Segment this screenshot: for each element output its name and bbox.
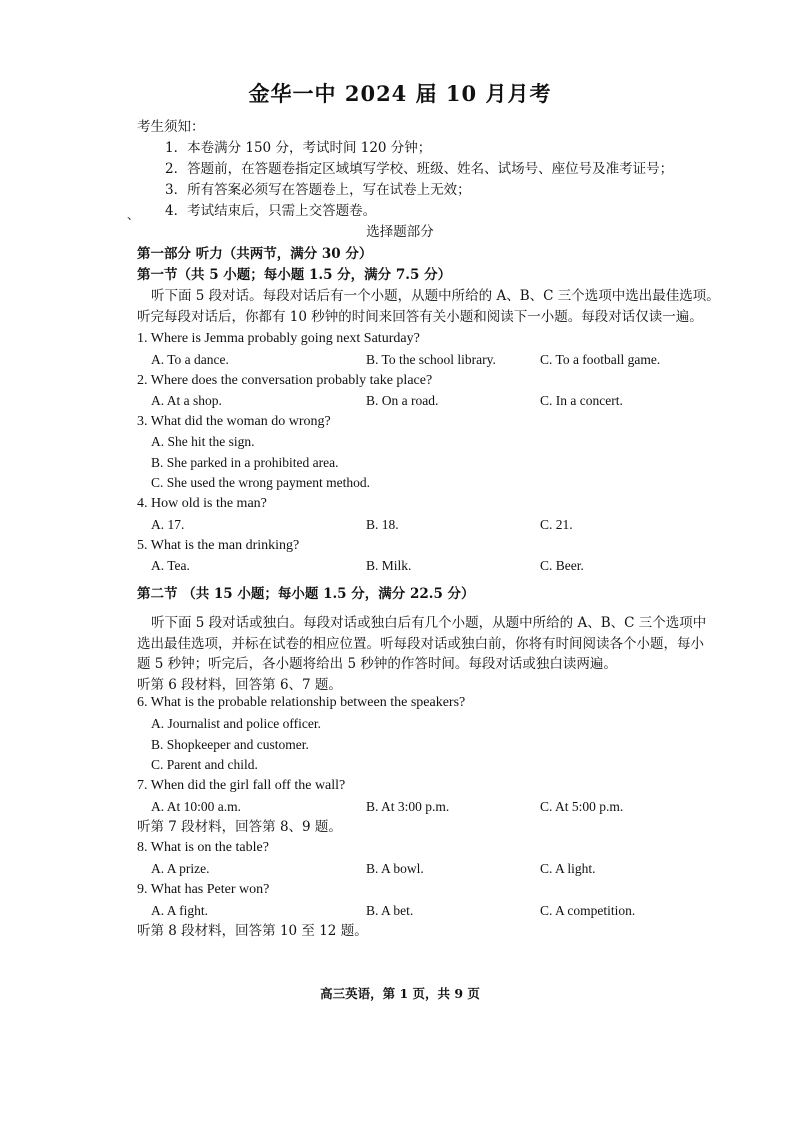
question-2: 2. Where does the conversation probably take place? xyxy=(137,373,433,388)
q2-option-a: A. At a shop. xyxy=(151,393,222,408)
q2-option-b: B. On a road. xyxy=(366,393,439,408)
notice-item-3: 3．所有答案必须写在答题卷上，写在试卷上无效； xyxy=(165,182,471,198)
question-5: 5. What is the man drinking? xyxy=(137,538,300,553)
notice-item-4: 4．考试结束后，只需上交答题卷。 xyxy=(165,203,377,219)
q7-option-b: B. At 3:00 p.m. xyxy=(366,799,450,814)
sec2-instruction-2: 选出最佳选项，并标在试卷的相应位置。听每段对话或独白前，你将有时间阅读各个小题，每小 xyxy=(137,636,704,652)
material-7-label: 听第 7 段材料，回答第 8、9 题。 xyxy=(137,819,342,835)
stray-mark: 、 xyxy=(127,208,140,222)
q9-option-a: A. A fight. xyxy=(151,903,209,918)
part1-heading: 第一部分 听力（共两节，满分 30 分） xyxy=(137,246,373,262)
q5-option-a: A. Tea. xyxy=(151,558,190,573)
question-6: 6. What is the probable relationship between the speakers? xyxy=(137,695,466,710)
q8-option-b: B. A bowl. xyxy=(366,861,424,876)
q5-option-b: B. Milk. xyxy=(366,558,412,573)
notice-item-1: 1．本卷满分 150 分，考试时间 120 分钟； xyxy=(165,140,432,156)
sec1-instruction-2: 听完每段对话后，你都有 10 秒钟的时间来回答有关小题和阅读下一小题。每段对话仅读一遍。 xyxy=(137,309,703,325)
question-1: 1. Where is Jemma probably going next Saturday? xyxy=(137,331,420,346)
page-title: 金华一中 2024 届 10 月月考 xyxy=(248,81,552,106)
question-8: 8. What is on the table? xyxy=(137,840,269,855)
q4-option-c: C. 21. xyxy=(540,517,573,532)
q8-option-c: C. A light. xyxy=(540,861,596,876)
q1-option-c: C. To a football game. xyxy=(540,352,661,367)
q8-option-a: A. A prize. xyxy=(151,861,210,876)
q5-option-c: C. Beer. xyxy=(540,558,584,573)
q3-option-c: C. She used the wrong payment method. xyxy=(151,475,370,490)
q1-option-b: B. To the school library. xyxy=(366,352,496,367)
q6-option-a: A. Journalist and police officer. xyxy=(151,716,321,731)
sec2-instruction-3: 题 5 秒钟；听完后，各小题将给出 5 秒钟的作答时间。每段对话或独白读两遍。 xyxy=(137,656,617,672)
q9-option-b: B. A bet. xyxy=(366,903,414,918)
q9-option-c: C. A competition. xyxy=(540,903,636,918)
question-3: 3. What did the woman do wrong? xyxy=(137,414,331,429)
material-8-label: 听第 8 段材料，回答第 10 至 12 题。 xyxy=(137,923,368,939)
q1-option-a: A. To a dance. xyxy=(151,352,229,367)
material-6-label: 听第 6 段材料，回答第 6、7 题。 xyxy=(137,677,342,693)
q4-option-b: B. 18. xyxy=(366,517,399,532)
sec2-instruction-1: 听下面 5 段对话或独白。每段对话或独白后有几个小题，从题中所给的 A、B、C 三个选项中 xyxy=(151,615,707,631)
q4-option-a: A. 17. xyxy=(151,517,185,532)
page-footer: 高三英语，第 1 页，共 9 页 xyxy=(320,986,480,1001)
sec2-heading: 第二节 （共 15 小题；每小题 1.5 分，满分 22.5 分） xyxy=(137,586,475,602)
sec1-heading: 第一节（共 5 小题；每小题 1.5 分，满分 7.5 分） xyxy=(137,267,452,283)
q7-option-c: C. At 5:00 p.m. xyxy=(540,799,624,814)
q6-option-c: C. Parent and child. xyxy=(151,757,258,772)
q2-option-c: C. In a concert. xyxy=(540,393,623,408)
question-9: 9. What has Peter won? xyxy=(137,882,270,897)
notice-heading: 考生须知： xyxy=(137,119,205,135)
question-4: 4. How old is the man? xyxy=(137,496,267,511)
q3-option-a: A. She hit the sign. xyxy=(151,434,255,449)
q6-option-b: B. Shopkeeper and customer. xyxy=(151,737,309,752)
notice-item-2: 2．答题前，在答题卷指定区域填写学校、班级、姓名、试场号、座位号及准考证号； xyxy=(165,161,674,177)
q3-option-b: B. She parked in a prohibited area. xyxy=(151,455,339,470)
sec1-instruction-1: 听下面 5 段对话。每段对话后有一个小题，从题中所给的 A、B、C 三个选项中选出最佳选项。 xyxy=(151,288,720,304)
section-title: 选择题部分 xyxy=(366,224,434,240)
question-7: 7. When did the girl fall off the wall? xyxy=(137,778,346,793)
q7-option-a: A. At 10:00 a.m. xyxy=(151,799,241,814)
